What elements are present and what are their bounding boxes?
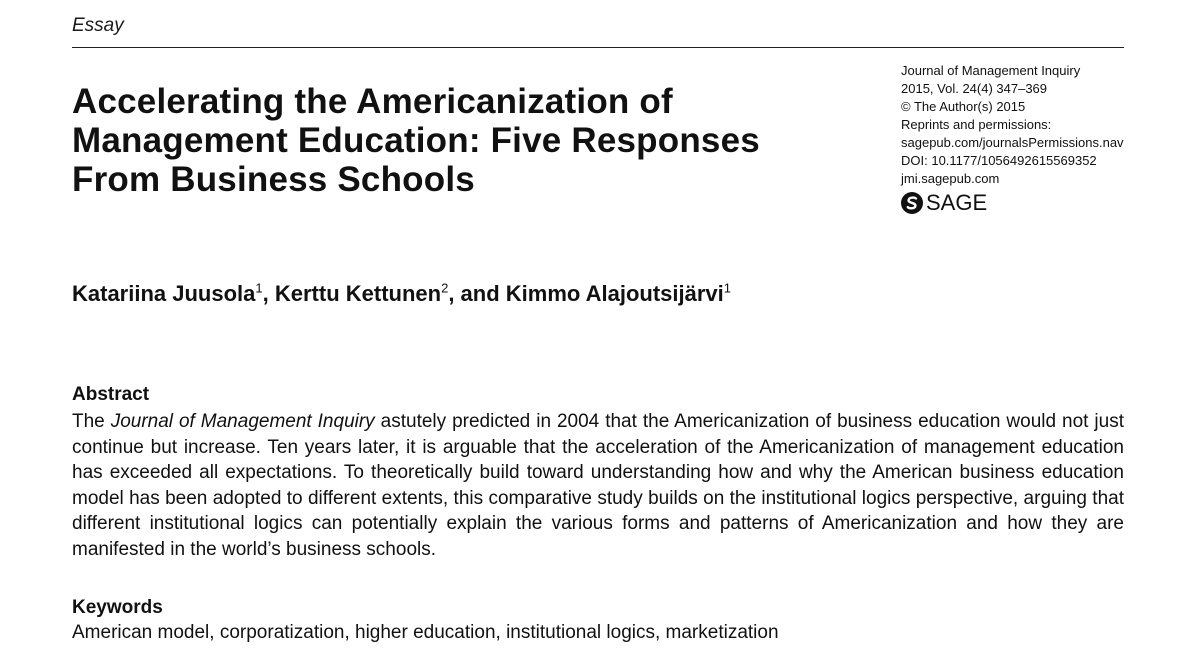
sage-logo-text: SAGE: [926, 190, 988, 215]
affiliation-marker: 2: [441, 280, 449, 296]
sage-s-icon: [900, 191, 924, 215]
journal-info: [901, 62, 1141, 188]
article-title: Accelerating the Americanization of Management Education: Five Responses From Business Schools: [72, 82, 760, 199]
sage-logo: [900, 190, 987, 216]
keywords-list: American model, corporatization, higher education, institutional logics, marketization: [72, 622, 779, 643]
author-separator: ,: [262, 281, 275, 306]
copyright: © The Author(s) 2015: [901, 99, 1026, 114]
journal-volume: 2015, Vol. 24(4) 347–369: [901, 81, 1048, 96]
reprints-link[interactable]: sagepub.com/journalsPermissions.nav: [901, 135, 1124, 150]
affiliation-marker: 1: [723, 280, 732, 296]
author-list: [72, 281, 731, 307]
author-name[interactable]: Kerttu Kettunen: [274, 281, 442, 306]
journal-name-italic: Journal of Management Inquiry: [110, 411, 375, 432]
abstract-text: [72, 409, 1124, 562]
author-separator: , and: [448, 281, 506, 306]
header-rule: [72, 47, 1124, 48]
abstract-body-text: astutely predicted in 2004 that the Americanization of business education would not just continue but increase. Ten years later, it is arguable that the acceleration of the Americanization of management education has exceeded all expectations. To theoretically build toward understanding how and why the American business education model has been adopted to different extents, this comparative study builds on the institutional logics perspective, arguing that different institutional logics can potentially explain the various forms and patterns of Americanization and how they are manifested in the world’s business schools.: [72, 411, 1124, 560]
section-label: Essay: [72, 15, 124, 36]
journal-name: Journal of Management Inquiry: [901, 63, 1081, 78]
keywords-heading: Keywords: [72, 597, 163, 618]
affiliation-marker: 1: [255, 280, 263, 296]
abstract-heading: Abstract: [72, 384, 150, 405]
abstract-lead: The: [72, 411, 111, 432]
reprints-label: Reprints and permissions:: [901, 117, 1052, 132]
journal-site-link[interactable]: jmi.sagepub.com: [901, 171, 1000, 186]
author-name[interactable]: Kimmo Alajoutsijärvi: [505, 281, 724, 306]
author-name[interactable]: Katariina Juusola: [72, 281, 256, 306]
doi[interactable]: DOI: 10.1177/1056492615569352: [901, 153, 1097, 168]
